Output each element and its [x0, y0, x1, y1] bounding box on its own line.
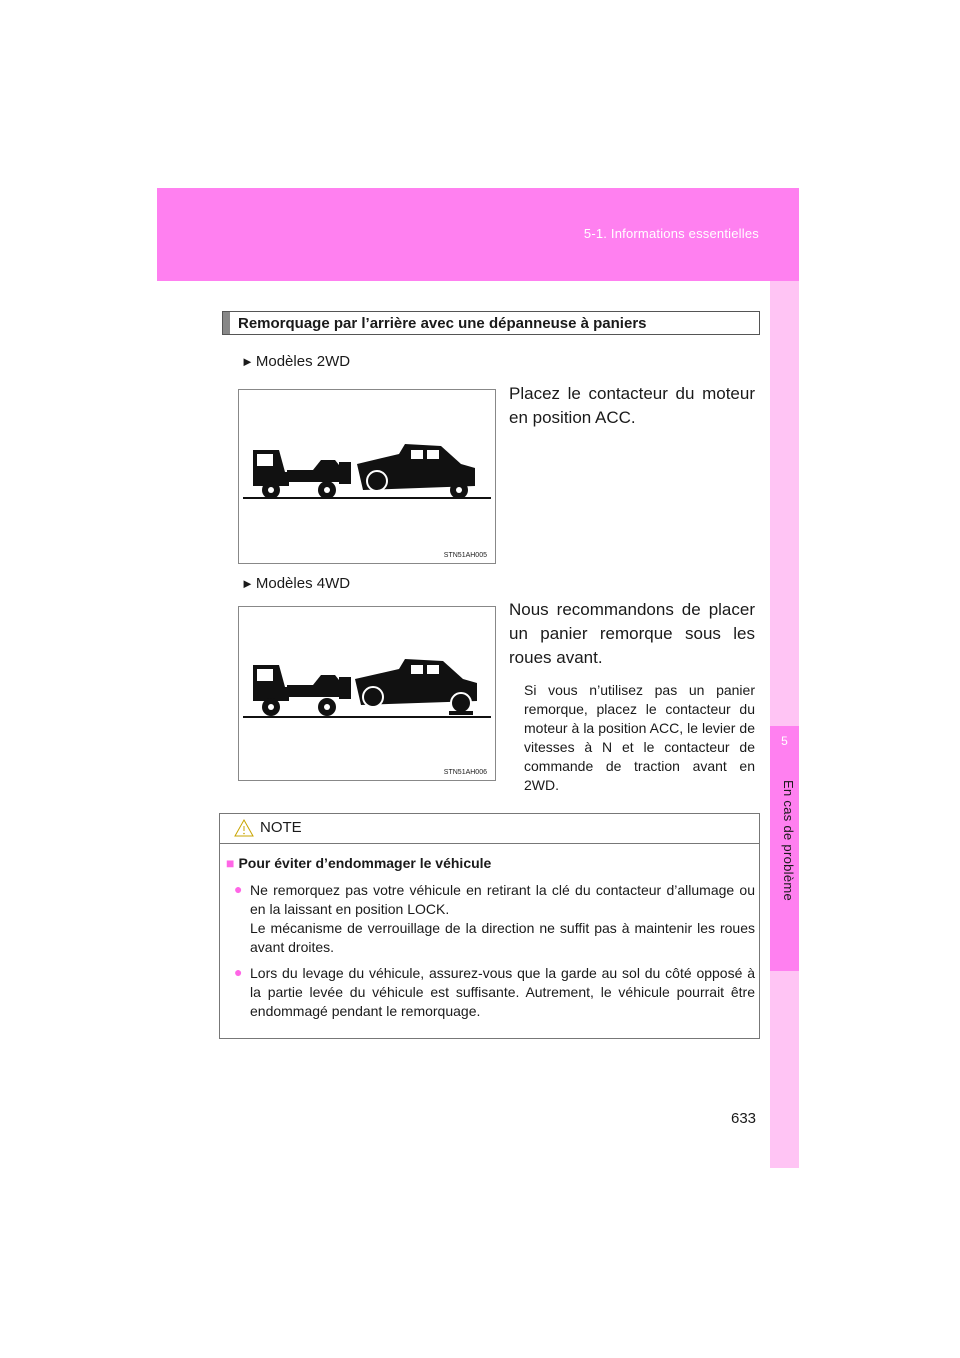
section-breadcrumb: 5-1. Informations essentielles	[583, 226, 759, 241]
note-item: Le mécanisme de verrouillage de la direction ne suffit pas à maintenir les roues avant droites.	[250, 920, 755, 955]
header-band	[157, 188, 799, 281]
instruction-2wd: Placez le contacteur du moteur en position ACC.	[509, 384, 755, 427]
figure-2wd	[238, 389, 496, 564]
note-box	[219, 813, 760, 1039]
page-number: 633	[731, 1110, 757, 1127]
figure-code: STN51AH005	[443, 552, 487, 559]
side-tab-strip	[770, 281, 799, 1168]
tow-truck-2wd-illustration	[239, 390, 495, 563]
note-heading	[226, 855, 491, 871]
detail-4wd: Si vous n’utilisez pas un panier remorque, placez le contacteur du moteur à la position ACC, le levier de vitesses à N et le contacteur de commande de traction avant en 2WD.	[524, 682, 755, 793]
section-heading	[222, 311, 760, 335]
chapter-number: 5	[781, 734, 788, 748]
note-header	[220, 814, 759, 844]
note-title: NOTE	[260, 819, 302, 836]
circle-bullet-icon: ●	[234, 881, 243, 897]
triangle-icon: ►	[241, 576, 254, 591]
model-label-4wd	[241, 575, 350, 592]
figure-4wd	[238, 606, 496, 781]
section-title: Remorquage par l’arrière avec une dépanneuse à paniers	[238, 314, 647, 332]
chapter-title: En cas de problème	[781, 780, 796, 902]
circle-bullet-icon: ●	[234, 964, 243, 980]
model-label-text: Modèles 2WD	[255, 353, 351, 370]
warning-triangle-icon	[234, 818, 254, 838]
square-bullet-icon: ■	[226, 855, 235, 871]
chapter-tab	[770, 726, 799, 971]
triangle-icon: ►	[241, 354, 254, 369]
instruction-4wd: Nous recommandons de placer un panier remorque sous les roues avant.	[509, 600, 755, 667]
note-heading-text: Pour éviter d’endommager le véhicule	[238, 855, 492, 871]
figure-code: STN51AH006	[443, 769, 487, 776]
model-label-text: Modèles 4WD	[255, 575, 351, 592]
note-item: Lors du levage du véhicule, assurez-vous que la garde au sol du côté opposé à la partie levée du véhicule est suffisante. Autrement, le véhicule pourrait être endommagé pendant le remorquage.	[250, 965, 755, 1019]
model-label-2wd	[241, 353, 350, 370]
note-item: Ne remorquez pas votre véhicule en retirant la clé du contacteur d’allumage ou en la laissant en position LOCK.	[250, 882, 755, 917]
heading-bar	[223, 312, 230, 334]
tow-truck-4wd-illustration	[239, 607, 495, 780]
